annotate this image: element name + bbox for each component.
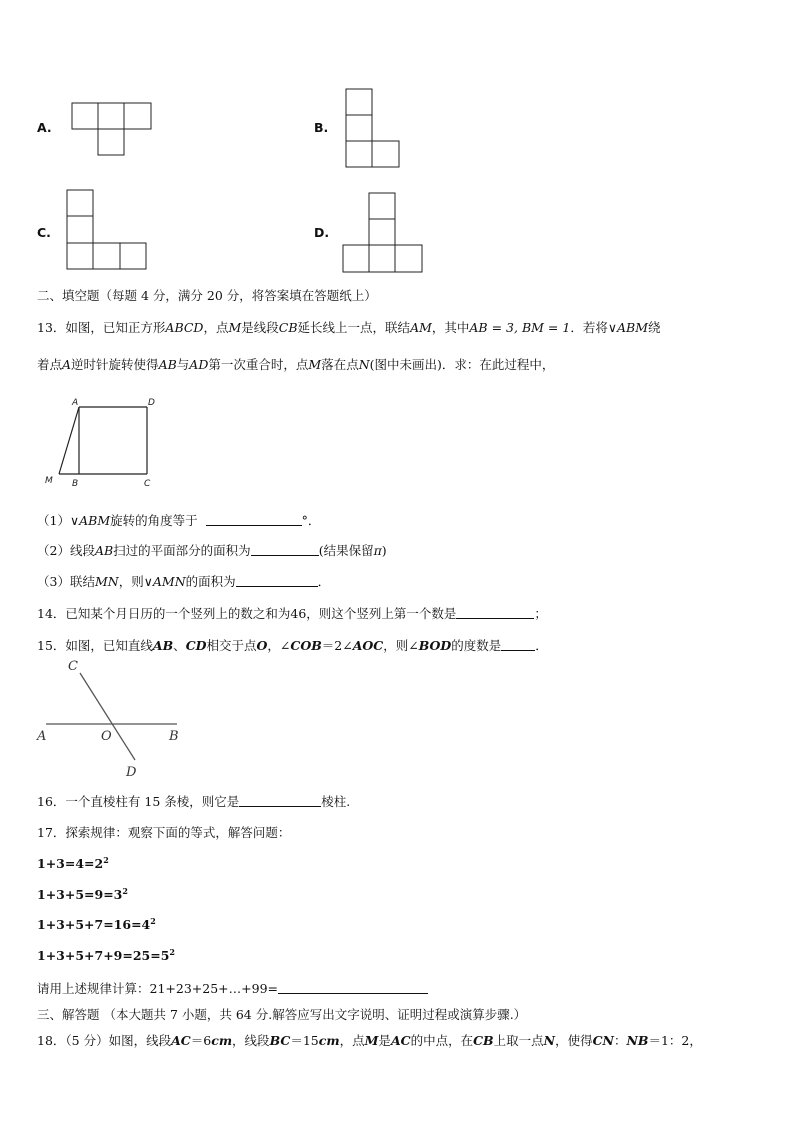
math-ad: AD bbox=[189, 357, 209, 372]
exponent: 2 bbox=[150, 916, 156, 926]
text: ，则 bbox=[118, 574, 144, 589]
math-triangle-abm: ∨ABM bbox=[69, 513, 111, 528]
text: ； bbox=[534, 606, 547, 621]
math-cd: CD bbox=[185, 638, 207, 653]
math-ab: AB bbox=[158, 357, 177, 372]
point-label-a: A bbox=[72, 398, 79, 408]
text: ，使得 bbox=[555, 1033, 593, 1048]
math-ac: AC bbox=[171, 1033, 191, 1048]
math-cb: CB bbox=[473, 1033, 494, 1048]
text: ＝6 bbox=[190, 1033, 212, 1048]
text: 1+3+5+7+9=25=5 bbox=[37, 948, 170, 964]
math-abcd: ABCD bbox=[165, 320, 204, 335]
math-mn: MN bbox=[94, 574, 119, 589]
text: 18．（5 分）如图，线段 bbox=[37, 1033, 172, 1048]
math-n: N bbox=[358, 357, 370, 372]
text: ＝2∠ bbox=[321, 638, 353, 653]
math-ac: AC bbox=[390, 1033, 411, 1048]
text: 相交于点 bbox=[206, 638, 257, 653]
section-2-heading: 二、填空题（每题 4 分，满分 20 分，将答案填在答题纸上） bbox=[37, 288, 377, 303]
text: ： bbox=[613, 1033, 627, 1048]
option-d-label: D. bbox=[314, 225, 330, 240]
section-3-heading: 三、解答题 （本大题共 7 小题，共 64 分.解答应写出文字说明、证明过程或演算步骤.） bbox=[37, 1007, 527, 1022]
text: 14．已知某个月日历的一个竖列上的数之和为46，则这个竖列上第一个数是 bbox=[37, 606, 457, 621]
text: ． bbox=[317, 574, 331, 589]
text: ＝15 bbox=[290, 1033, 319, 1048]
math-n: N bbox=[543, 1033, 556, 1048]
point-label-m: M bbox=[45, 476, 53, 486]
answer-blank[interactable] bbox=[239, 794, 321, 807]
text: 1+3=4=2 bbox=[37, 856, 104, 872]
text: 扫过的平面部分的面积为 bbox=[113, 543, 251, 558]
text: （2）线段 bbox=[37, 543, 95, 558]
option-c-label: C. bbox=[37, 225, 51, 240]
math-ab: AB bbox=[152, 638, 174, 653]
math-o: O bbox=[256, 638, 268, 653]
math-triangle-abm: ∨ABM bbox=[607, 320, 648, 335]
text: (图中未画出)．求：在此过程中， bbox=[369, 357, 555, 372]
exponent: 2 bbox=[103, 855, 109, 865]
point-label-c: C bbox=[68, 659, 78, 674]
text: 1+3+5=9=3 bbox=[37, 887, 123, 903]
text: ，则∠ bbox=[383, 638, 419, 653]
point-label-d: D bbox=[126, 765, 137, 780]
text: °． bbox=[301, 513, 321, 528]
math-ab: AB bbox=[94, 543, 114, 558]
text: ，线段 bbox=[232, 1033, 270, 1048]
q17-equation-3 bbox=[37, 916, 156, 932]
text: （1） bbox=[37, 513, 70, 528]
line-cd bbox=[80, 673, 135, 760]
point-label-b: B bbox=[72, 479, 79, 489]
point-label-c: C bbox=[144, 479, 151, 489]
question-18 bbox=[37, 1031, 702, 1049]
math-cb: CB bbox=[278, 320, 298, 335]
math-m: M bbox=[228, 320, 242, 335]
q17-equation-4 bbox=[37, 947, 175, 963]
text: 1+3+5+7=16=4 bbox=[37, 917, 151, 933]
text: 绕 bbox=[648, 320, 661, 335]
point-label-b: B bbox=[169, 729, 179, 744]
text: 与 bbox=[176, 357, 190, 372]
exponent: 2 bbox=[169, 947, 175, 957]
math-bc: BC bbox=[269, 1033, 291, 1048]
q13-number: 13． bbox=[37, 320, 66, 335]
q17-equation-1 bbox=[37, 855, 109, 871]
math-cob: COB bbox=[290, 638, 322, 653]
text: ． bbox=[535, 638, 548, 653]
math-nb: NB bbox=[626, 1033, 649, 1048]
unit-cm: cm bbox=[211, 1033, 233, 1048]
text: 15．如图，已知直线 bbox=[37, 638, 153, 653]
point-label-a: A bbox=[37, 729, 47, 744]
q17-title: 17．探索规律：观察下面的等式，解答问题： bbox=[37, 825, 291, 840]
option-b-label: B. bbox=[314, 120, 329, 135]
text: ) bbox=[381, 543, 387, 558]
text: 的面积为 bbox=[185, 574, 236, 589]
text: 落在点 bbox=[321, 357, 359, 372]
point-label-d: D bbox=[148, 398, 155, 408]
text: 16．一个直棱柱有 15 条棱，则它是 bbox=[37, 794, 240, 809]
unit-cm: cm bbox=[318, 1033, 340, 1048]
text: 延长线上一点，联结 bbox=[297, 320, 411, 335]
q17-ask bbox=[37, 979, 428, 997]
text: ，点 bbox=[203, 320, 229, 335]
math-am: AM bbox=[410, 320, 432, 335]
text: 棱柱. bbox=[321, 794, 351, 809]
math-triangle-amn: ∨AMN bbox=[143, 574, 186, 589]
text: 第一次重合时，点 bbox=[208, 357, 309, 372]
math-a: A bbox=[62, 357, 72, 372]
math-pi: π bbox=[373, 543, 382, 558]
exponent: 2 bbox=[122, 886, 128, 896]
text: ，∠ bbox=[267, 638, 291, 653]
text: 旋转的角度等于 bbox=[110, 513, 198, 528]
question-16 bbox=[37, 792, 350, 810]
text: 是线段 bbox=[241, 320, 279, 335]
point-label-o: O bbox=[101, 729, 112, 744]
text: 逆时针旋转使得 bbox=[71, 357, 159, 372]
text: (结果保留 bbox=[318, 543, 374, 558]
text: 如图，已知正方形 bbox=[65, 320, 166, 335]
math-cn: CN bbox=[592, 1033, 614, 1048]
text: 的度数是 bbox=[451, 638, 502, 653]
text: 、 bbox=[173, 638, 186, 653]
text: 着点 bbox=[37, 357, 63, 372]
text: 的中点，在 bbox=[410, 1033, 474, 1048]
math-m: M bbox=[364, 1033, 379, 1048]
option-a-label: A. bbox=[37, 120, 52, 135]
math-bod: BOD bbox=[418, 638, 452, 653]
text: ．若将 bbox=[570, 320, 608, 335]
text: 是 bbox=[378, 1033, 391, 1048]
text: ，点 bbox=[339, 1033, 365, 1048]
math-m: M bbox=[308, 357, 322, 372]
answer-blank[interactable] bbox=[278, 981, 428, 994]
text: ＝1：2， bbox=[648, 1033, 702, 1048]
q17-equation-2 bbox=[37, 886, 128, 902]
text: 上取一点 bbox=[493, 1033, 544, 1048]
math-condition: AB = 3, BM = 1 bbox=[469, 320, 571, 335]
text: （3）联结 bbox=[37, 574, 95, 589]
text: ，其中 bbox=[431, 320, 470, 335]
math-aoc: AOC bbox=[352, 638, 384, 653]
text: 请用上述规律计算：21+23+25+…+99= bbox=[37, 981, 278, 996]
